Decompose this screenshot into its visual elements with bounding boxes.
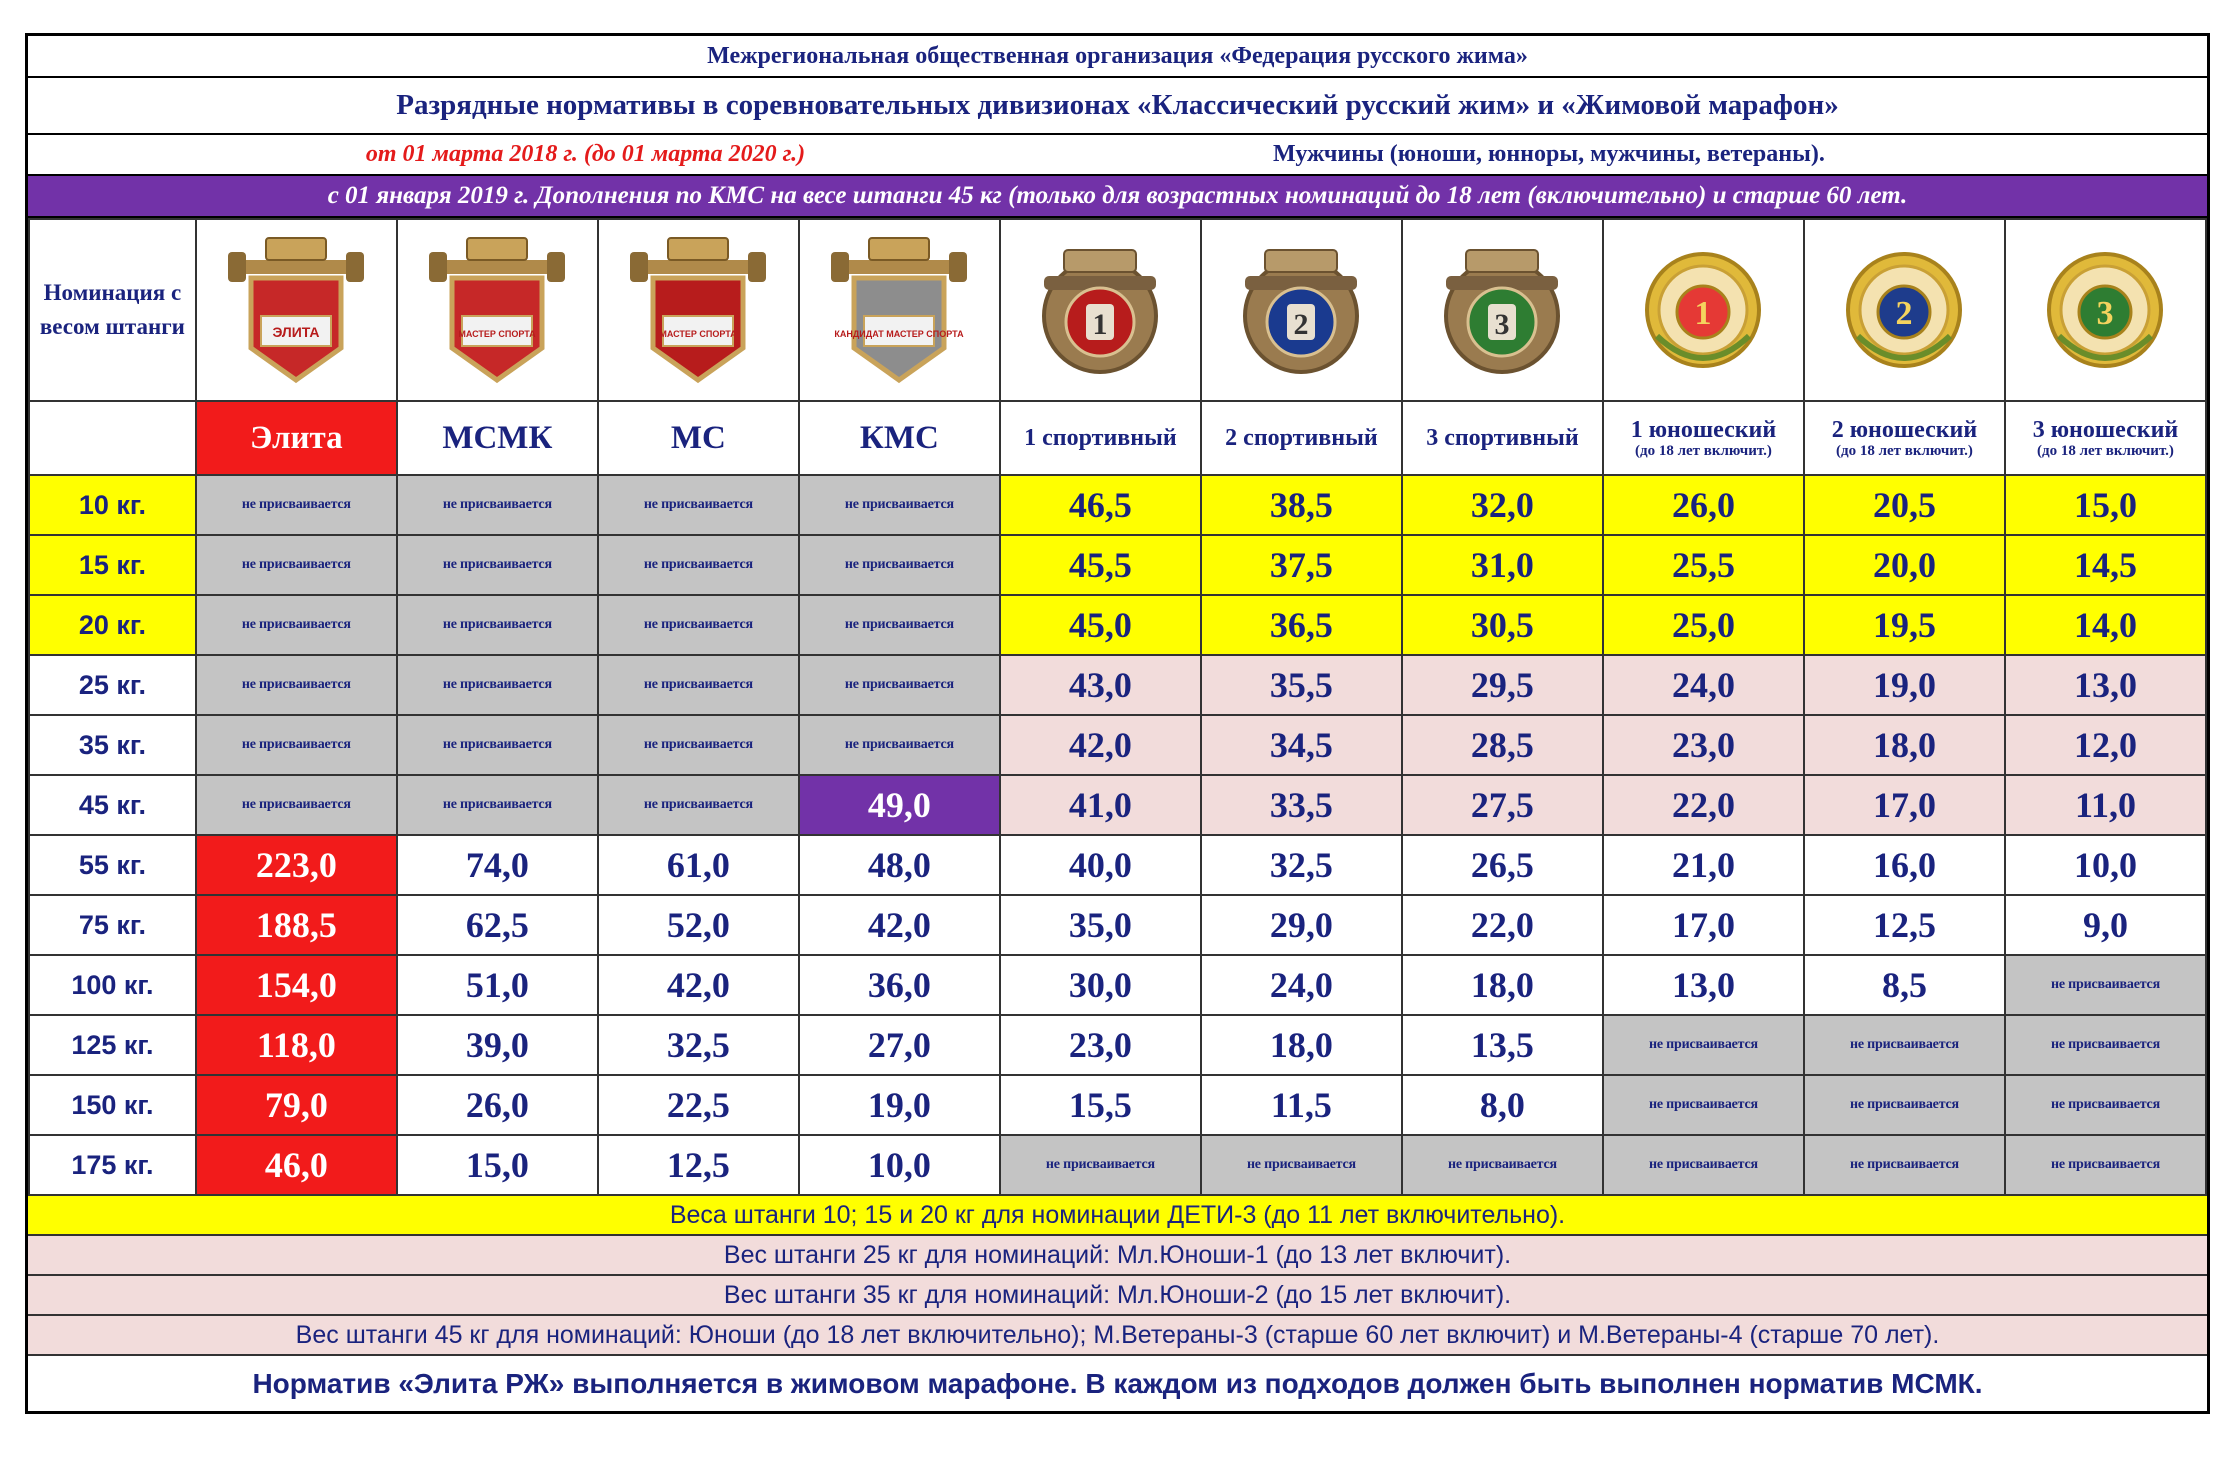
barbell-weight: 100 кг. [29, 955, 196, 1015]
norm-value: 28,5 [1402, 715, 1603, 775]
not-assigned-text: не присваивается [442, 737, 552, 752]
norm-value: 37,5 [1201, 535, 1402, 595]
not-assigned-cell [397, 595, 598, 655]
norm-value: 17,0 [1804, 775, 2005, 835]
norm-value: 45,0 [1000, 595, 1201, 655]
category-label: 1 спортивный [1024, 425, 1177, 451]
norm-value: 12,5 [598, 1135, 799, 1195]
norm-value: 30,5 [1402, 595, 1603, 655]
not-assigned-text: не присваивается [643, 557, 753, 572]
youth2-badge-icon [1834, 230, 1974, 390]
norm-value: 19,0 [1804, 655, 2005, 715]
empty-header-cell [29, 401, 196, 475]
category-label: 2 юношеский [1831, 417, 1978, 443]
norm-value: 24,0 [1603, 655, 1804, 715]
norm-value: 39,0 [397, 1015, 598, 1075]
not-assigned-text: не присваивается [1648, 1157, 1758, 1172]
norm-value: 36,5 [1201, 595, 1402, 655]
not-assigned-cell [1000, 1135, 1201, 1195]
note-children: Веса штанги 10; 15 и 20 кг для номинации ДЕТИ-3 (до 11 лет включительно). [28, 1196, 2207, 1236]
category-header [799, 401, 1000, 475]
norm-value: 118,0 [196, 1015, 397, 1075]
norms-table [28, 218, 2207, 1196]
svg-text:1: 1 [1092, 308, 1108, 341]
not-assigned-text: не присваивается [241, 497, 351, 512]
barbell-weight: 20 кг. [29, 595, 196, 655]
not-assigned-cell [1603, 1075, 1804, 1135]
category-header [397, 401, 598, 475]
norm-value: 12,0 [2005, 715, 2206, 775]
badge-cell [1402, 219, 1603, 401]
badge-cell [1000, 219, 1201, 401]
badge-label: МАСТЕР СПОРТА [458, 329, 537, 339]
category-header [2005, 401, 2206, 475]
category-label: 2 спортивный [1225, 425, 1378, 451]
norm-value: 15,0 [2005, 475, 2206, 535]
not-assigned-text: не присваивается [844, 677, 954, 692]
norm-value: 11,5 [1201, 1075, 1402, 1135]
barbell-weight: 75 кг. [29, 895, 196, 955]
youth1-badge-icon [1633, 230, 1773, 390]
norm-value: 34,5 [1201, 715, 1402, 775]
svg-text:3: 3 [1494, 308, 1510, 341]
barbell-weight: 10 кг. [29, 475, 196, 535]
organization-title: Межрегиональная общественная организация «Федерация русского жима» [28, 36, 2207, 78]
norm-value: 18,0 [1804, 715, 2005, 775]
norm-value: 32,5 [1201, 835, 1402, 895]
kms-badge-icon [829, 230, 969, 390]
norm-value: 16,0 [1804, 835, 2005, 895]
norm-value: 154,0 [196, 955, 397, 1015]
norm-value: 25,0 [1603, 595, 1804, 655]
norm-value: 10,0 [799, 1135, 1000, 1195]
dates-row [28, 135, 2207, 176]
not-assigned-cell [799, 475, 1000, 535]
not-assigned-text: не присваивается [2051, 1097, 2160, 1112]
norm-value: 31,0 [1402, 535, 1603, 595]
norm-value: 36,0 [799, 955, 1000, 1015]
table-row [29, 775, 2206, 835]
youth3-badge-icon [2035, 230, 2175, 390]
not-assigned-cell [397, 775, 598, 835]
norm-value: 42,0 [799, 895, 1000, 955]
norm-value: 24,0 [1201, 955, 1402, 1015]
norms-sheet [25, 33, 2210, 1414]
norm-value: 29,0 [1201, 895, 1402, 955]
norm-value: 21,0 [1603, 835, 1804, 895]
not-assigned-text: не присваивается [1849, 1037, 1959, 1052]
table-row [29, 475, 2206, 535]
badge-cell [196, 219, 397, 401]
not-assigned-text: не присваивается [643, 497, 753, 512]
norm-value: 48,0 [799, 835, 1000, 895]
norm-value: 19,0 [799, 1075, 1000, 1135]
table-row [29, 955, 2206, 1015]
not-assigned-text: не присваивается [2051, 1037, 2160, 1052]
category-header [196, 401, 397, 475]
not-assigned-cell [397, 535, 598, 595]
table-row [29, 835, 2206, 895]
barbell-weight: 55 кг. [29, 835, 196, 895]
note-junior-2: Вес штанги 35 кг для номинаций: Мл.Юноши-2 (до 15 лет включит). [28, 1276, 2207, 1316]
not-assigned-cell [2005, 955, 2206, 1015]
badge-cell [1804, 219, 2005, 401]
not-assigned-cell [196, 715, 397, 775]
not-assigned-cell [2005, 1015, 2206, 1075]
norm-value: 52,0 [598, 895, 799, 955]
norm-value: 32,0 [1402, 475, 1603, 535]
norm-value: 62,5 [397, 895, 598, 955]
category-label: КМС [859, 419, 939, 456]
category-label: МС [670, 419, 726, 456]
norm-value: 42,0 [598, 955, 799, 1015]
norm-value: 43,0 [1000, 655, 1201, 715]
norm-value: 13,5 [1402, 1015, 1603, 1075]
not-assigned-text: не присваивается [844, 737, 954, 752]
barbell-weight: 125 кг. [29, 1015, 196, 1075]
not-assigned-text: не присваивается [241, 557, 351, 572]
not-assigned-text: не присваивается [643, 737, 753, 752]
norm-value: 188,5 [196, 895, 397, 955]
ms-badge-icon [628, 230, 768, 390]
not-assigned-text: не присваивается [442, 557, 552, 572]
norm-value: 29,5 [1402, 655, 1603, 715]
badge-cell [598, 219, 799, 401]
norm-value: 23,0 [1603, 715, 1804, 775]
norm-value: 12,5 [1804, 895, 2005, 955]
category-header [1000, 401, 1201, 475]
badge-row [29, 219, 2206, 401]
badge-label: КАНДИДАТ МАСТЕР СПОРТА [834, 329, 964, 339]
elite-badge-icon [226, 230, 366, 390]
norm-value: 35,0 [1000, 895, 1201, 955]
category-sublabel: (до 18 лет включит.) [1634, 443, 1772, 459]
not-assigned-text: не присваивается [1447, 1157, 1557, 1172]
not-assigned-text: не присваивается [844, 497, 954, 512]
category-header [1603, 401, 1804, 475]
barbell-weight: 15 кг. [29, 535, 196, 595]
category-label: Элита [250, 419, 343, 456]
not-assigned-text: не присваивается [2051, 1157, 2160, 1172]
not-assigned-text: не присваивается [1849, 1097, 1959, 1112]
barbell-weight: 45 кг. [29, 775, 196, 835]
badge-cell [2005, 219, 2206, 401]
norm-value: 23,0 [1000, 1015, 1201, 1075]
not-assigned-text: не присваивается [442, 497, 552, 512]
not-assigned-cell [598, 475, 799, 535]
not-assigned-cell [799, 715, 1000, 775]
norm-value: 20,0 [1804, 535, 2005, 595]
rank3-badge-icon [1432, 230, 1572, 390]
category-header [1201, 401, 1402, 475]
not-assigned-text: не присваивается [643, 797, 753, 812]
not-assigned-text: не присваивается [1246, 1157, 1356, 1172]
norm-value: 79,0 [196, 1075, 397, 1135]
category-header-row [29, 401, 2206, 475]
svg-text:3: 3 [2096, 295, 2114, 332]
not-assigned-text: не присваивается [844, 617, 954, 632]
not-assigned-cell [598, 595, 799, 655]
not-assigned-cell [2005, 1075, 2206, 1135]
norm-value: 13,0 [1603, 955, 1804, 1015]
table-row [29, 595, 2206, 655]
not-assigned-text: не присваивается [1045, 1157, 1155, 1172]
not-assigned-cell [397, 475, 598, 535]
barbell-weight: 35 кг. [29, 715, 196, 775]
table-row [29, 895, 2206, 955]
norm-value: 11,0 [2005, 775, 2206, 835]
rank2-badge-icon [1231, 230, 1371, 390]
not-assigned-text: не присваивается [241, 797, 351, 812]
badge-cell [397, 219, 598, 401]
norm-value: 22,0 [1402, 895, 1603, 955]
norm-value: 15,0 [397, 1135, 598, 1195]
category-header [1402, 401, 1603, 475]
norm-value: 13,0 [2005, 655, 2206, 715]
not-assigned-cell [196, 595, 397, 655]
not-assigned-text: не присваивается [1648, 1097, 1758, 1112]
badge-cell [799, 219, 1000, 401]
norm-value: 20,5 [1804, 475, 2005, 535]
not-assigned-cell [1603, 1135, 1804, 1195]
norm-value: 26,0 [1603, 475, 1804, 535]
not-assigned-text: не присваивается [643, 617, 753, 632]
not-assigned-text: не присваивается [844, 557, 954, 572]
table-row [29, 1015, 2206, 1075]
note-junior-1: Вес штанги 25 кг для номинаций: Мл.Юноши-1 (до 13 лет включит). [28, 1236, 2207, 1276]
barbell-weight: 150 кг. [29, 1075, 196, 1135]
category-sublabel: (до 18 лет включит.) [2037, 443, 2174, 459]
norm-value: 49,0 [799, 775, 1000, 835]
msmk-badge-icon [427, 230, 567, 390]
norm-value: 17,0 [1603, 895, 1804, 955]
validity-dates: от 01 марта 2018 г. (до 01 марта 2020 г.) [365, 141, 806, 167]
badge-cell [1201, 219, 1402, 401]
norm-value: 22,0 [1603, 775, 1804, 835]
norm-value: 26,5 [1402, 835, 1603, 895]
badge-label: ЭЛИТА [272, 324, 320, 340]
norm-value: 46,5 [1000, 475, 1201, 535]
norm-value: 30,0 [1000, 955, 1201, 1015]
barbell-weight: 175 кг. [29, 1135, 196, 1195]
category-header [1804, 401, 2005, 475]
elite-footnote: Норматив «Элита РЖ» выполняется в жимовом марафоне. В каждом из подходов должен быть выполнен норматив МСМК. [252, 1367, 1983, 1399]
norm-value: 27,0 [799, 1015, 1000, 1075]
norm-value: 38,5 [1201, 475, 1402, 535]
not-assigned-cell [2005, 1135, 2206, 1195]
svg-text:2: 2 [1895, 295, 1913, 332]
not-assigned-text: не присваивается [1648, 1037, 1758, 1052]
norm-value: 46,0 [196, 1135, 397, 1195]
norm-value: 61,0 [598, 835, 799, 895]
norm-value: 32,5 [598, 1015, 799, 1075]
not-assigned-cell [397, 715, 598, 775]
kms-addendum-note: с 01 января 2019 г. Дополнения по КМС на весе штанги 45 кг (только для возрастных номинаций до 18 лет (включительно) и старше 60 лет. [28, 176, 2207, 218]
not-assigned-cell [1603, 1015, 1804, 1075]
not-assigned-cell [196, 655, 397, 715]
rank1-badge-icon [1030, 230, 1170, 390]
table-row [29, 1135, 2206, 1195]
category-label: МСМК [442, 419, 553, 456]
not-assigned-cell [799, 535, 1000, 595]
nomination-header: Номинация с весом штанги [29, 219, 196, 401]
not-assigned-text: не присваивается [241, 617, 351, 632]
norm-value: 10,0 [2005, 835, 2206, 895]
table-row [29, 535, 2206, 595]
category-label: 3 спортивный [1426, 425, 1579, 451]
norm-value: 14,0 [2005, 595, 2206, 655]
not-assigned-cell [1402, 1135, 1603, 1195]
norm-value: 223,0 [196, 835, 397, 895]
norm-value: 51,0 [397, 955, 598, 1015]
not-assigned-text: не присваивается [442, 677, 552, 692]
norm-value: 18,0 [1402, 955, 1603, 1015]
badge-label: МАСТЕР СПОРТА [659, 329, 738, 339]
badge-cell [1603, 219, 1804, 401]
norm-value: 8,5 [1804, 955, 2005, 1015]
not-assigned-text: не присваивается [442, 617, 552, 632]
norm-value: 35,5 [1201, 655, 1402, 715]
category-header [598, 401, 799, 475]
not-assigned-cell [1804, 1075, 2005, 1135]
norm-value: 26,0 [397, 1075, 598, 1135]
norm-value: 19,5 [1804, 595, 2005, 655]
barbell-weight: 25 кг. [29, 655, 196, 715]
norm-value: 15,5 [1000, 1075, 1201, 1135]
category-sublabel: (до 18 лет включит.) [1836, 443, 1973, 459]
not-assigned-cell [598, 775, 799, 835]
table-row [29, 1075, 2206, 1135]
not-assigned-cell [598, 655, 799, 715]
page-title: Разрядные нормативы в соревновательных дивизионах «Классический русский жим» и «Жимовой марафон» [28, 78, 2207, 135]
category-label: 3 юношеский [2032, 417, 2179, 443]
not-assigned-text: не присваивается [442, 797, 552, 812]
not-assigned-text: не присваивается [241, 737, 351, 752]
norm-value: 8,0 [1402, 1075, 1603, 1135]
table-row [29, 715, 2206, 775]
norm-value: 14,5 [2005, 535, 2206, 595]
not-assigned-cell [1804, 1015, 2005, 1075]
svg-text:1: 1 [1694, 295, 1712, 332]
norm-value: 22,5 [598, 1075, 799, 1135]
category-label: 1 юношеский [1630, 417, 1777, 443]
norm-value: 42,0 [1000, 715, 1201, 775]
athlete-group: Мужчины (юноши, юнноры, мужчины, ветераны). [1273, 141, 1825, 167]
svg-text:2: 2 [1293, 308, 1309, 341]
not-assigned-text: не присваивается [643, 677, 753, 692]
norm-value: 33,5 [1201, 775, 1402, 835]
not-assigned-cell [196, 535, 397, 595]
not-assigned-cell [799, 595, 1000, 655]
not-assigned-cell [1804, 1135, 2005, 1195]
norm-value: 27,5 [1402, 775, 1603, 835]
norm-value: 41,0 [1000, 775, 1201, 835]
not-assigned-cell [598, 715, 799, 775]
norm-value: 74,0 [397, 835, 598, 895]
norm-value: 40,0 [1000, 835, 1201, 895]
not-assigned-cell [196, 475, 397, 535]
not-assigned-text: не присваивается [1849, 1157, 1959, 1172]
norm-value: 25,5 [1603, 535, 1804, 595]
not-assigned-cell [799, 655, 1000, 715]
not-assigned-cell [397, 655, 598, 715]
not-assigned-text: не присваивается [241, 677, 351, 692]
not-assigned-cell [598, 535, 799, 595]
norm-value: 9,0 [2005, 895, 2206, 955]
not-assigned-cell [196, 775, 397, 835]
norm-value: 45,5 [1000, 535, 1201, 595]
table-row [29, 655, 2206, 715]
note-youth-veterans: Вес штанги 45 кг для номинаций: Юноши (до 18 лет включительно); М.Ветераны-3 (старше 60 лет включит) и М.Ветераны-4 (старше 70 лет). [28, 1316, 2207, 1356]
not-assigned-text: не присваивается [2051, 977, 2160, 992]
norm-value: 18,0 [1201, 1015, 1402, 1075]
not-assigned-cell [1201, 1135, 1402, 1195]
